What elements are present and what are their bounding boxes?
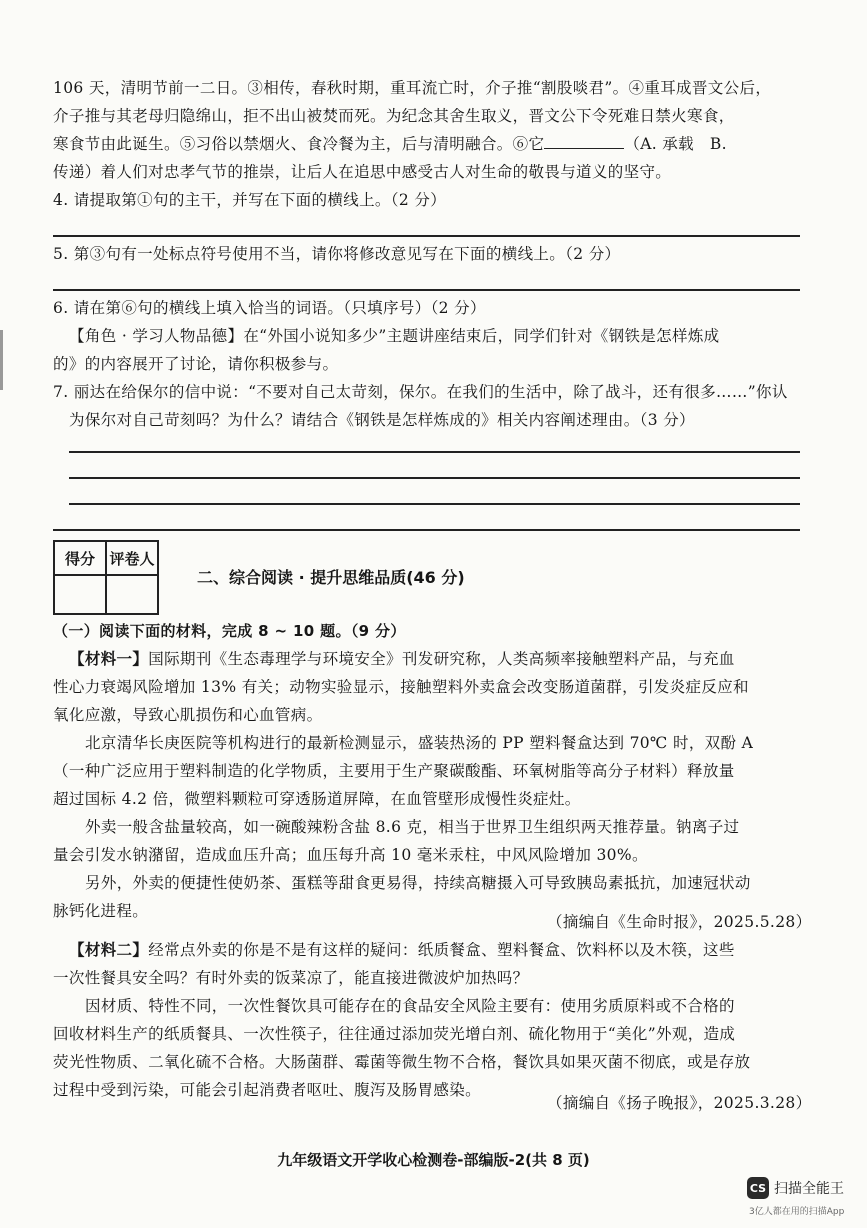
score-cell[interactable] <box>54 575 106 614</box>
score-table <box>53 540 159 615</box>
material-2-line-1 <box>69 940 735 960</box>
material-1-line-6: 超过国标 4.2 倍，微塑料颗粒可穿透肠道屏障，在血管壁形成慢性炎症灶。 <box>53 790 581 808</box>
question-4: 4. 请提取第①句的主干，并写在下面的横线上。（2 分） <box>53 191 447 209</box>
answer-line-q7-4[interactable] <box>53 529 800 531</box>
material-1-line-2: 性心力衰竭风险增加 13% 有关；动物实验显示，接触塑料外卖盒会改变肠道菌群，引发炎症反应和 <box>53 678 749 696</box>
answer-line-q7-1[interactable] <box>69 451 800 453</box>
passage-line-3-options: （A. 承载 B. <box>624 135 727 153</box>
answer-line-q7-3[interactable] <box>69 503 800 505</box>
scanner-tagline: 3亿人都在用的扫描App <box>749 1207 845 1217</box>
material-2-label: 【材料二】 <box>69 941 149 959</box>
material-2-line-5: 荧光性物质、二氧化硫不合格。大肠菌群、霉菌等微生物不合格，餐饮具如果灭菌不彻底，或是存放 <box>53 1053 751 1071</box>
question-6: 6. 请在第⑥句的横线上填入恰当的词语。（只填序号）（2 分） <box>53 299 486 317</box>
camscanner-logo-icon: CS <box>747 1177 769 1199</box>
answer-line-q5[interactable] <box>53 289 800 291</box>
material-1-line-7: 外卖一般含盐量较高，如一碗酸辣粉含盐 8.6 克，相当于世界卫生组织两天推荐量。钠离子过 <box>85 818 740 836</box>
passage-line-4: 传递）着人们对忠孝气节的推崇，让后人在追思中感受古人对生命的敬畏与道义的坚守。 <box>53 163 672 181</box>
material-2-line-4: 回收材料生产的纸质餐具、一次性筷子，往往通过添加荧光增白剂、硫化物用于“美化”外观，造成 <box>53 1025 736 1043</box>
passage-line-2: 介子推与其老母归隐绵山，拒不出山被焚而死。为纪念其舍生取义，晋文公下令死难日禁火寒食， <box>53 107 735 125</box>
role-intro-line-1: 【角色 · 学习人物品德】在“外国小说知多少”主题讲座结束后，同学们针对《钢铁是怎样炼成 <box>69 327 720 345</box>
page-footer: 九年级语文开学收心检测卷-部编版-2(共 8 页) <box>277 1151 590 1169</box>
word-fill-blank[interactable] <box>544 134 624 149</box>
material-1-line-8: 量会引发水钠潴留，造成血压升高；血压每升高 10 毫米汞柱，中风风险增加 30%。 <box>53 846 648 864</box>
reviewer-cell[interactable] <box>106 575 158 614</box>
question-7-line-2: 为保尔对自己苛刻吗？为什么？请结合《钢铁是怎样炼成的》相关内容阐述理由。（3 分） <box>69 411 695 429</box>
material-2-line-1-text: 经常点外卖的你是不是有这样的疑问：纸质餐盒、塑料餐盒、饮料杯以及木筷，这些 <box>148 941 735 959</box>
material-2-line-3: 因材质、特性不同，一次性餐饮具可能存在的食品安全风险主要有：使用劣质原料或不合格的 <box>85 997 735 1015</box>
passage-line-3-text: 寒食节由此诞生。⑤习俗以禁烟火、食冷餐为主，后与清明融合。⑥它 <box>53 135 545 153</box>
material-1-line-5: （一种广泛应用于塑料制造的化学物质，主要用于生产聚碳酸酯、环氧树脂等高分子材料）释放量 <box>53 762 735 780</box>
passage-line-1: 106 天，清明节前一二日。③相传，春秋时期，重耳流亡时，介子推“割股啖君”。④重耳成晋文公后， <box>53 79 772 97</box>
reviewer-header: 评卷人 <box>106 541 158 575</box>
question-7-line-1: 7. 丽达在给保尔的信中说：“不要对自己太苛刻，保尔。在我们的生活中，除了战斗，还有很多……”你认 <box>53 383 788 401</box>
page-edge-mark <box>0 330 3 390</box>
part-1-intro: （一）阅读下面的材料，完成 8 ~ 10 题。（9 分） <box>53 622 406 640</box>
material-1-source: （摘编自《生命时报》，2025.5.28） <box>547 913 812 931</box>
material-2-line-2: 一次性餐具安全吗？有时外卖的饭菜凉了，能直接进微波炉加热吗？ <box>53 969 529 987</box>
material-1-line-4: 北京清华长庚医院等机构进行的最新检测显示，盛装热汤的 PP 塑料餐盒达到 70℃ 时，双酚 A <box>85 734 754 752</box>
material-1-line-9: 另外，外卖的便捷性使奶茶、蛋糕等甜食更易得，持续高糖摄入可导致胰岛素抵抗，加速冠状动 <box>85 874 751 892</box>
role-intro-line-2: 的》的内容展开了讨论，请你积极参与。 <box>53 355 339 373</box>
material-2-source: （摘编自《扬子晚报》，2025.3.28） <box>547 1094 812 1112</box>
material-1-label: 【材料一】 <box>69 650 149 668</box>
scanner-app-name: 扫描全能王 <box>774 1181 844 1197</box>
score-header: 得分 <box>54 541 106 575</box>
material-1-line-10: 脉钙化进程。 <box>53 902 149 920</box>
section-2-title: 二、综合阅读 · 提升思维品质(46 分) <box>197 568 465 587</box>
answer-line-q4[interactable] <box>53 235 800 237</box>
material-1-line-1 <box>69 649 735 669</box>
scanner-badge <box>747 1177 844 1199</box>
answer-line-q7-2[interactable] <box>69 477 800 479</box>
passage-line-3 <box>53 134 727 154</box>
question-5: 5. 第③句有一处标点符号使用不当，请你将修改意见写在下面的横线上。（2 分） <box>53 245 621 263</box>
material-1-line-3: 氧化应激，导致心肌损伤和心血管病。 <box>53 706 323 724</box>
material-2-line-6: 过程中受到污染，可能会引起消费者呕吐、腹泻及肠胃感染。 <box>53 1081 481 1099</box>
material-1-line-1-text: 国际期刊《生态毒理学与环境安全》刊发研究称，人类高频率接触塑料产品，与充血 <box>148 650 735 668</box>
